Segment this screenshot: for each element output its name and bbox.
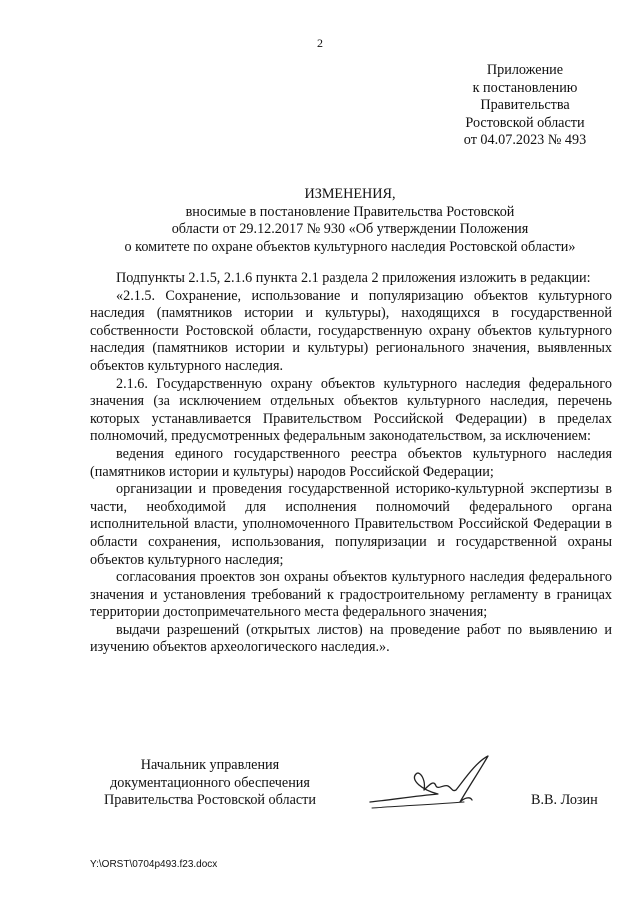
signatory-position: [90, 757, 330, 810]
paragraph: ведения единого государственного реестра объектов культурного наследия (памятников истории и культуры) народов Российской Федерации;: [90, 445, 612, 480]
title-line: вносимые в постановление Правительства Ростовской: [185, 203, 515, 220]
paragraph: 2.1.6. Государственную охрану объектов культурного наследия федерального значения (за исключением отдельных объектов культурного наследия, перечень которых устанавливается Правительством Российской Федерации) в пределах полномочий, предусмотренных федеральным законодательством, за исключением:: [90, 375, 612, 445]
appendix-line: Правительства: [480, 97, 570, 114]
title-line: о комитете по охране объектов культурного наследия Ростовской области»: [124, 238, 576, 255]
file-path-footer: Y:\ORST\0704p493.f23.docx: [90, 859, 218, 870]
paragraph: выдачи разрешений (открытых листов) на проведение работ по выявлению и изучению объектов археологического наследия.».: [90, 621, 612, 656]
appendix-line: к постановлению: [472, 79, 578, 96]
signatory-position-line: Начальник управления: [140, 757, 280, 773]
signatory-position-line: документационного обеспечения: [110, 774, 310, 791]
appendix-line: от 04.07.2023 № 493: [463, 132, 587, 149]
title-line: области от 29.12.2017 № 930 «Об утверждении Положения: [171, 221, 529, 238]
signatory-name: В.В. Лозин: [531, 792, 598, 808]
signatory-position-line: Правительства Ростовской области: [104, 792, 316, 809]
paragraph: согласования проектов зон охраны объектов культурного наследия федерального значения и установления требований к градостроительному регламенту в границах территории достопримечательного места федерального значения;: [90, 569, 612, 621]
appendix-line: Приложение: [486, 62, 564, 78]
title-heading: ИЗМЕНЕНИЯ,: [304, 186, 396, 202]
handwritten-signature: [360, 750, 510, 820]
appendix-header: [440, 62, 610, 150]
paragraph: Подпункты 2.1.5, 2.1.6 пункта 2.1 раздела 2 приложения изложить в редакции:: [116, 270, 591, 286]
document-title: [90, 186, 610, 256]
document-body: [90, 270, 612, 657]
page-number: 2: [317, 36, 323, 50]
appendix-line: Ростовской области: [465, 114, 585, 131]
paragraph: «2.1.5. Сохранение, использование и популяризацию объектов культурного наследия (памятников истории и культуры), находящихся в государственной собственности Ростовской области, государственную охрану объектов культурного наследия (памятников истории и культуры) регионального значения, выявленных объектов культурного наследия.: [90, 287, 612, 374]
paragraph: организации и проведения государственной историко-культурной экспертизы в части, необходимой для исполнения полномочий федерального органа исполнительной власти, уполномоченного Правительством Российской Федерации в области сохранения, использования, популяризации и государственной охраны объектов культурного наследия;: [90, 481, 612, 568]
